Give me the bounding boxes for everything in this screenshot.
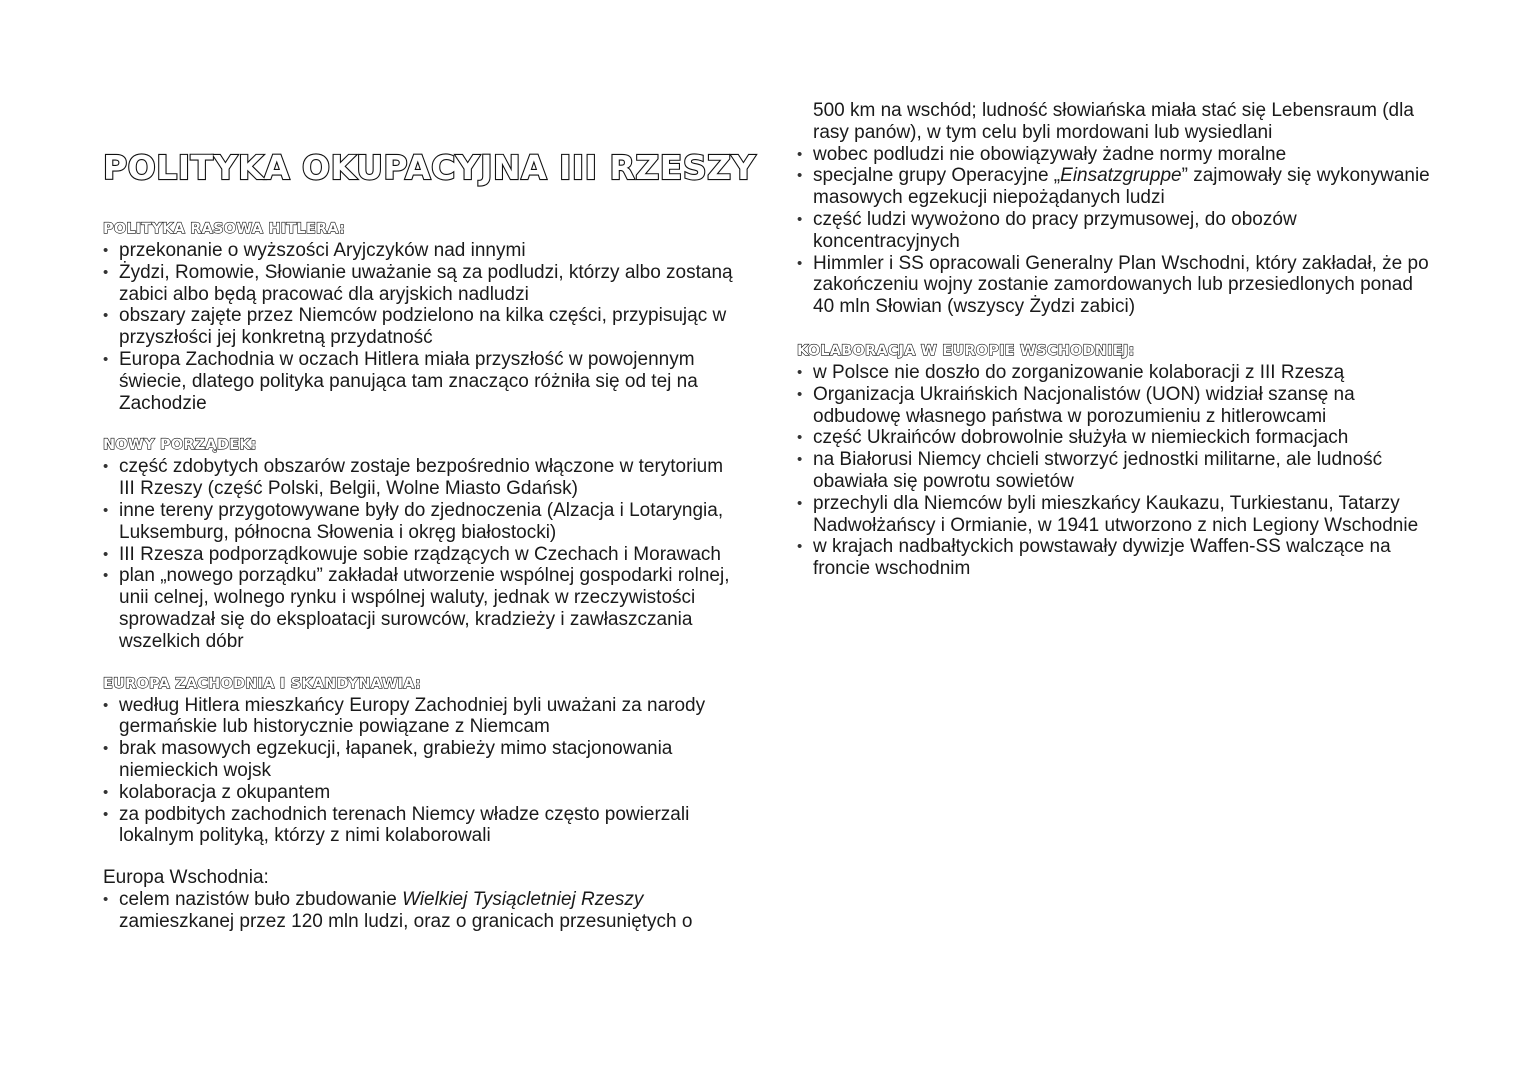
item-text: zamieszkanej przez 120 mln ludzi, oraz o granicach przesuniętych o xyxy=(119,910,693,932)
section-heading: NOWY PORZĄDEK: xyxy=(103,437,257,454)
list-item: • przekonanie o wyższości Aryjczyków nad innymi xyxy=(103,240,743,262)
bullet-list xyxy=(103,695,743,848)
bullet-list xyxy=(103,889,743,933)
bullet-list xyxy=(797,100,1437,318)
bullet-list xyxy=(797,362,1437,580)
section-eastern-europe xyxy=(103,867,743,933)
section-racial-policy xyxy=(103,218,743,414)
list-item: • inne tereny przygotowywane były do zjednoczenia (Alzacja i Lotaryngia, Luksemburg, północna Słowenia i okręg białostocki) xyxy=(103,500,743,544)
list-item: • kolaboracja z okupantem xyxy=(103,782,743,804)
item-text: specjalne grupy Operacyjne „ xyxy=(813,165,1061,187)
bullet-list xyxy=(103,456,743,652)
list-item: • przechyli dla Niemców byli mieszkańcy Kaukazu, Turkiestanu, Tatarzy Nadwołżańscy i Ormianie, w 1941 utworzono z nich Legiony Wschodnie xyxy=(797,493,1437,537)
list-item: • obszary zajęte przez Niemców podzielono na kilka części, przypisując w przyszłości jej konkretną przydatność xyxy=(103,305,743,349)
section-western-europe xyxy=(103,673,743,848)
list-item: • III Rzesza podporządkowuje sobie rządzących w Czechach i Morawach xyxy=(103,544,743,566)
section-heading: EUROPA ZACHODNIA I SKANDYNAWIA: xyxy=(103,675,421,692)
bullet-list xyxy=(103,240,743,414)
section-eastern-europe-continued xyxy=(797,100,1437,318)
item-italic-text: Einsatzgruppe xyxy=(1060,165,1182,187)
list-item-continuation: 500 km na wschód; ludność słowiańska miała stać się Lebensraum (dla rasy panów), w tym celu byli mordowani lub wysiedlani xyxy=(813,100,1414,143)
list-item: • brak masowych egzekucji, łapanek, grabieży mimo stacjonowania niemieckich wojsk xyxy=(103,738,743,782)
list-item xyxy=(797,165,1437,209)
list-item: • wobec podludzi nie obowiązywały żadne normy moralne xyxy=(797,144,1437,166)
list-item: • Organizacja Ukraińskich Nacjonalistów (UON) widział szansę na odbudowę własnego państwa w porozumieniu z hitlerowcami xyxy=(797,384,1437,428)
list-item: • w krajach nadbałtyckich powstawały dywizje Waffen-SS walczące na froncie wschodnim xyxy=(797,536,1437,580)
list-item: • plan „nowego porządku” zakładał utworzenie wspólnej gospodarki rolnej, unii celnej, wolnego rynku i wspólnej waluty, jednak w rzeczywistości sprowadzał się do eksploatacji surowców, kradzieży i zawłaszczania wszelkich dóbr xyxy=(103,565,743,652)
list-item: • w Polsce nie doszło do zorganizowanie kolaboracji z III Rzeszą xyxy=(797,362,1437,384)
list-item: • na Białorusi Niemcy chcieli stworzyć jednostki militarne, ale ludność obawiała się powrotu sowietów xyxy=(797,449,1437,493)
page-title: POLITYKA OKUPACYJNA III RZESZY xyxy=(103,148,756,187)
right-column xyxy=(797,100,1437,600)
item-text: ” zajmowały się wykonywanie masowych egzekucji niepożądanych ludzi xyxy=(813,165,1430,209)
section-heading: POLITYKA RASOWA HITLERA: xyxy=(103,221,346,237)
item-italic-text: Wielkiej Tysiącletniej Rzeszy xyxy=(402,889,644,911)
list-item: • Europa Zachodnia w oczach Hitlera miała przyszłość w powojennym świecie, dlatego polityka panująca tam znacząco różniła się od tej na Zachodzie xyxy=(103,349,743,414)
section-eastern-collaboration xyxy=(797,340,1437,580)
section-heading: Europa Wschodnia: xyxy=(103,867,269,889)
list-item xyxy=(103,889,743,933)
section-heading: KOLABORACJA W EUROPIE WSCHODNIEJ: xyxy=(797,342,1135,359)
list-item: • część ludzi wywożono do pracy przymusowej, do obozów koncentracyjnych xyxy=(797,209,1437,253)
item-text: celem nazistów buło zbudowanie xyxy=(119,889,403,911)
list-item: • według Hitlera mieszkańcy Europy Zachodniej byli uważani za narody germańskie lub historycznie powiązane z Niemcam xyxy=(103,695,743,739)
list-item: • Himmler i SS opracowali Generalny Plan Wschodni, który zakładał, że po zakończeniu wojny zostanie zamordowanych lub przesiedlonych ponad 40 mln Słowian (wszyscy Żydzi zabici) xyxy=(797,253,1437,318)
list-item: • część zdobytych obszarów zostaje bezpośrednio włączone w terytorium III Rzeszy (część Polski, Belgii, Wolne Miasto Gdańsk) xyxy=(103,456,743,500)
section-new-order xyxy=(103,434,743,652)
list-item: • za podbitych zachodnich terenach Niemcy władze często powierzali lokalnym polityką, którzy z nimi kolaborowali xyxy=(103,804,743,848)
left-column xyxy=(103,218,743,953)
list-item: • część Ukraińców dobrowolnie służyła w niemieckich formacjach xyxy=(797,427,1437,449)
list-item: • Żydzi, Romowie, Słowianie uważanie są za podludzi, którzy albo zostaną zabici albo będą pracować dla aryjskich nadludzi xyxy=(103,262,743,306)
